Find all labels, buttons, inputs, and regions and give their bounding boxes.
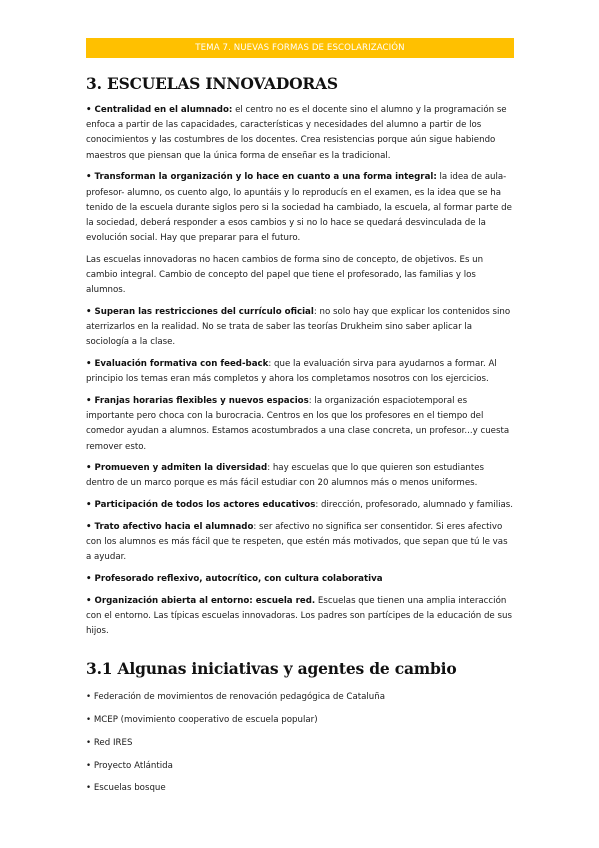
paragraph-text: : la organización espaciotemporal es importante pero choca con la burocracia. Centros en los que los profesores en el tiempo del comedor ayudan a alumnos. Estamos acostumbrados a una clase concreta, un profesor...y cuesta remover esto. (86, 395, 510, 452)
header-bar (86, 38, 514, 58)
paragraph-superan (86, 305, 514, 351)
list-item: • Escuelas bosque (86, 783, 166, 794)
header-title: TEMA 7. NUEVAS FORMAS DE ESCOLARIZACIÓN (195, 43, 405, 53)
paragraph-bold: • Transforman la organización y lo hace en cuanto a una forma integral: (86, 172, 437, 183)
paragraph-bold: • Promueven y admiten la diversidad (86, 463, 268, 474)
list-item: • Proyecto Atlántida (86, 760, 173, 771)
paragraph-diversidad (86, 461, 514, 491)
paragraph-bold: • Participación de todos los actores educativos (86, 500, 316, 511)
paragraph-text: : dirección, profesorado, alumnado y familias. (315, 500, 514, 511)
paragraph-bold: • Organización abierta al entorno: escuela red. (86, 595, 316, 606)
paragraph-evaluacion (86, 357, 514, 387)
list-item: • Red IRES (86, 737, 133, 748)
paragraph-text: Las escuelas innovadoras no hacen cambios de forma sino de concepto, de objetivos. Es un cambio integral. Cambio de concepto del papel que tiene el profesorado, las familias y los alumnos. (86, 254, 484, 296)
paragraph-text: Escuelas que tienen una amplia interacción con el entorno. Las típicas escuelas innovadoras. Los padres son partícipes de la educación de sus hijos. (86, 595, 512, 637)
subsection-title: 3.1 Algunas iniciativas y agentes de cambio (86, 659, 457, 679)
paragraph-centralidad (86, 103, 514, 164)
paragraph-text: el centro no es el docente sino el alumno y la programación se enfoca a partir de las capacidades, características y necesidades del alumno a partir de los conocimientos y las costumbres de los docentes. Crea resistencias porque aún sigue habiendo maestros que piensan que la única forma de enseñar es la tradicional. (86, 105, 507, 161)
paragraph-franjas (86, 394, 514, 455)
paragraph-text: : hay escuelas que lo que quieren son estudiantes dentro de un marco porque es más fácil estudiar con 20 alumnos más o menos uniformes. (86, 463, 485, 489)
paragraph-bold: • Profesorado reflexivo, autocrítico, con cultura colaborativa (86, 573, 383, 584)
paragraph-bold: • Trato afectivo hacia el alumnado (86, 521, 254, 532)
initiatives-list (86, 690, 514, 796)
paragraph-organizacion (86, 594, 514, 640)
paragraph-bold: • Superan las restricciones del currículo oficial (86, 306, 314, 317)
paragraph-participacion (86, 498, 514, 513)
paragraph-bold: • Evaluación formativa con feed-back (86, 359, 269, 370)
document-content (86, 64, 514, 804)
paragraph-text: la idea de aula-profesor- alumno, os cuento algo, lo apuntáis y lo reproducís en el examen, es la idea que se ha tenido de la escuela durante siglos pero si la sociedad ha cambiado, la escuela, al formar parte de la sociedad, deberá responder a esos cambios y si no lo hace se quedará desvinculada de la evolución social. Hay que preparar para el futuro. (86, 172, 512, 244)
paragraph-text: : que la evaluación sirva para ayudarnos a formar. Al principio los temas eran más completos y ahora los completamos nosotros con los ejercicios. (86, 359, 497, 385)
list-item: • Federación de movimientos de renovación pedagógica de Cataluña (86, 692, 386, 703)
paragraph-transforman (86, 170, 514, 246)
paragraph-bold: • Centralidad en el alumnado: (86, 105, 233, 115)
paragraph-bold: • Franjas horarias flexibles y nuevos espacios (86, 395, 309, 406)
paragraph-trato-afectivo (86, 520, 514, 566)
section-title: 3. ESCUELAS INNOVADORAS (86, 74, 338, 93)
paragraph-cambio-integral (86, 253, 514, 299)
paragraph-profesorado (86, 572, 514, 587)
list-item: • MCEP (movimiento cooperativo de escuela popular) (86, 715, 318, 726)
paragraph-text: : ser afectivo no significa ser consentidor. Si eres afectivo con los alumnos es más fácil que te respeten, que estén más motivados, que sepan que tú le vas a ayudar. (86, 521, 508, 563)
paragraph-text: : no solo hay que explicar los contenidos sino aterrizarlos en la realidad. No se trata de saber las teorías Drukheim sino saber aplicar la sociología a la clase. (86, 306, 511, 348)
